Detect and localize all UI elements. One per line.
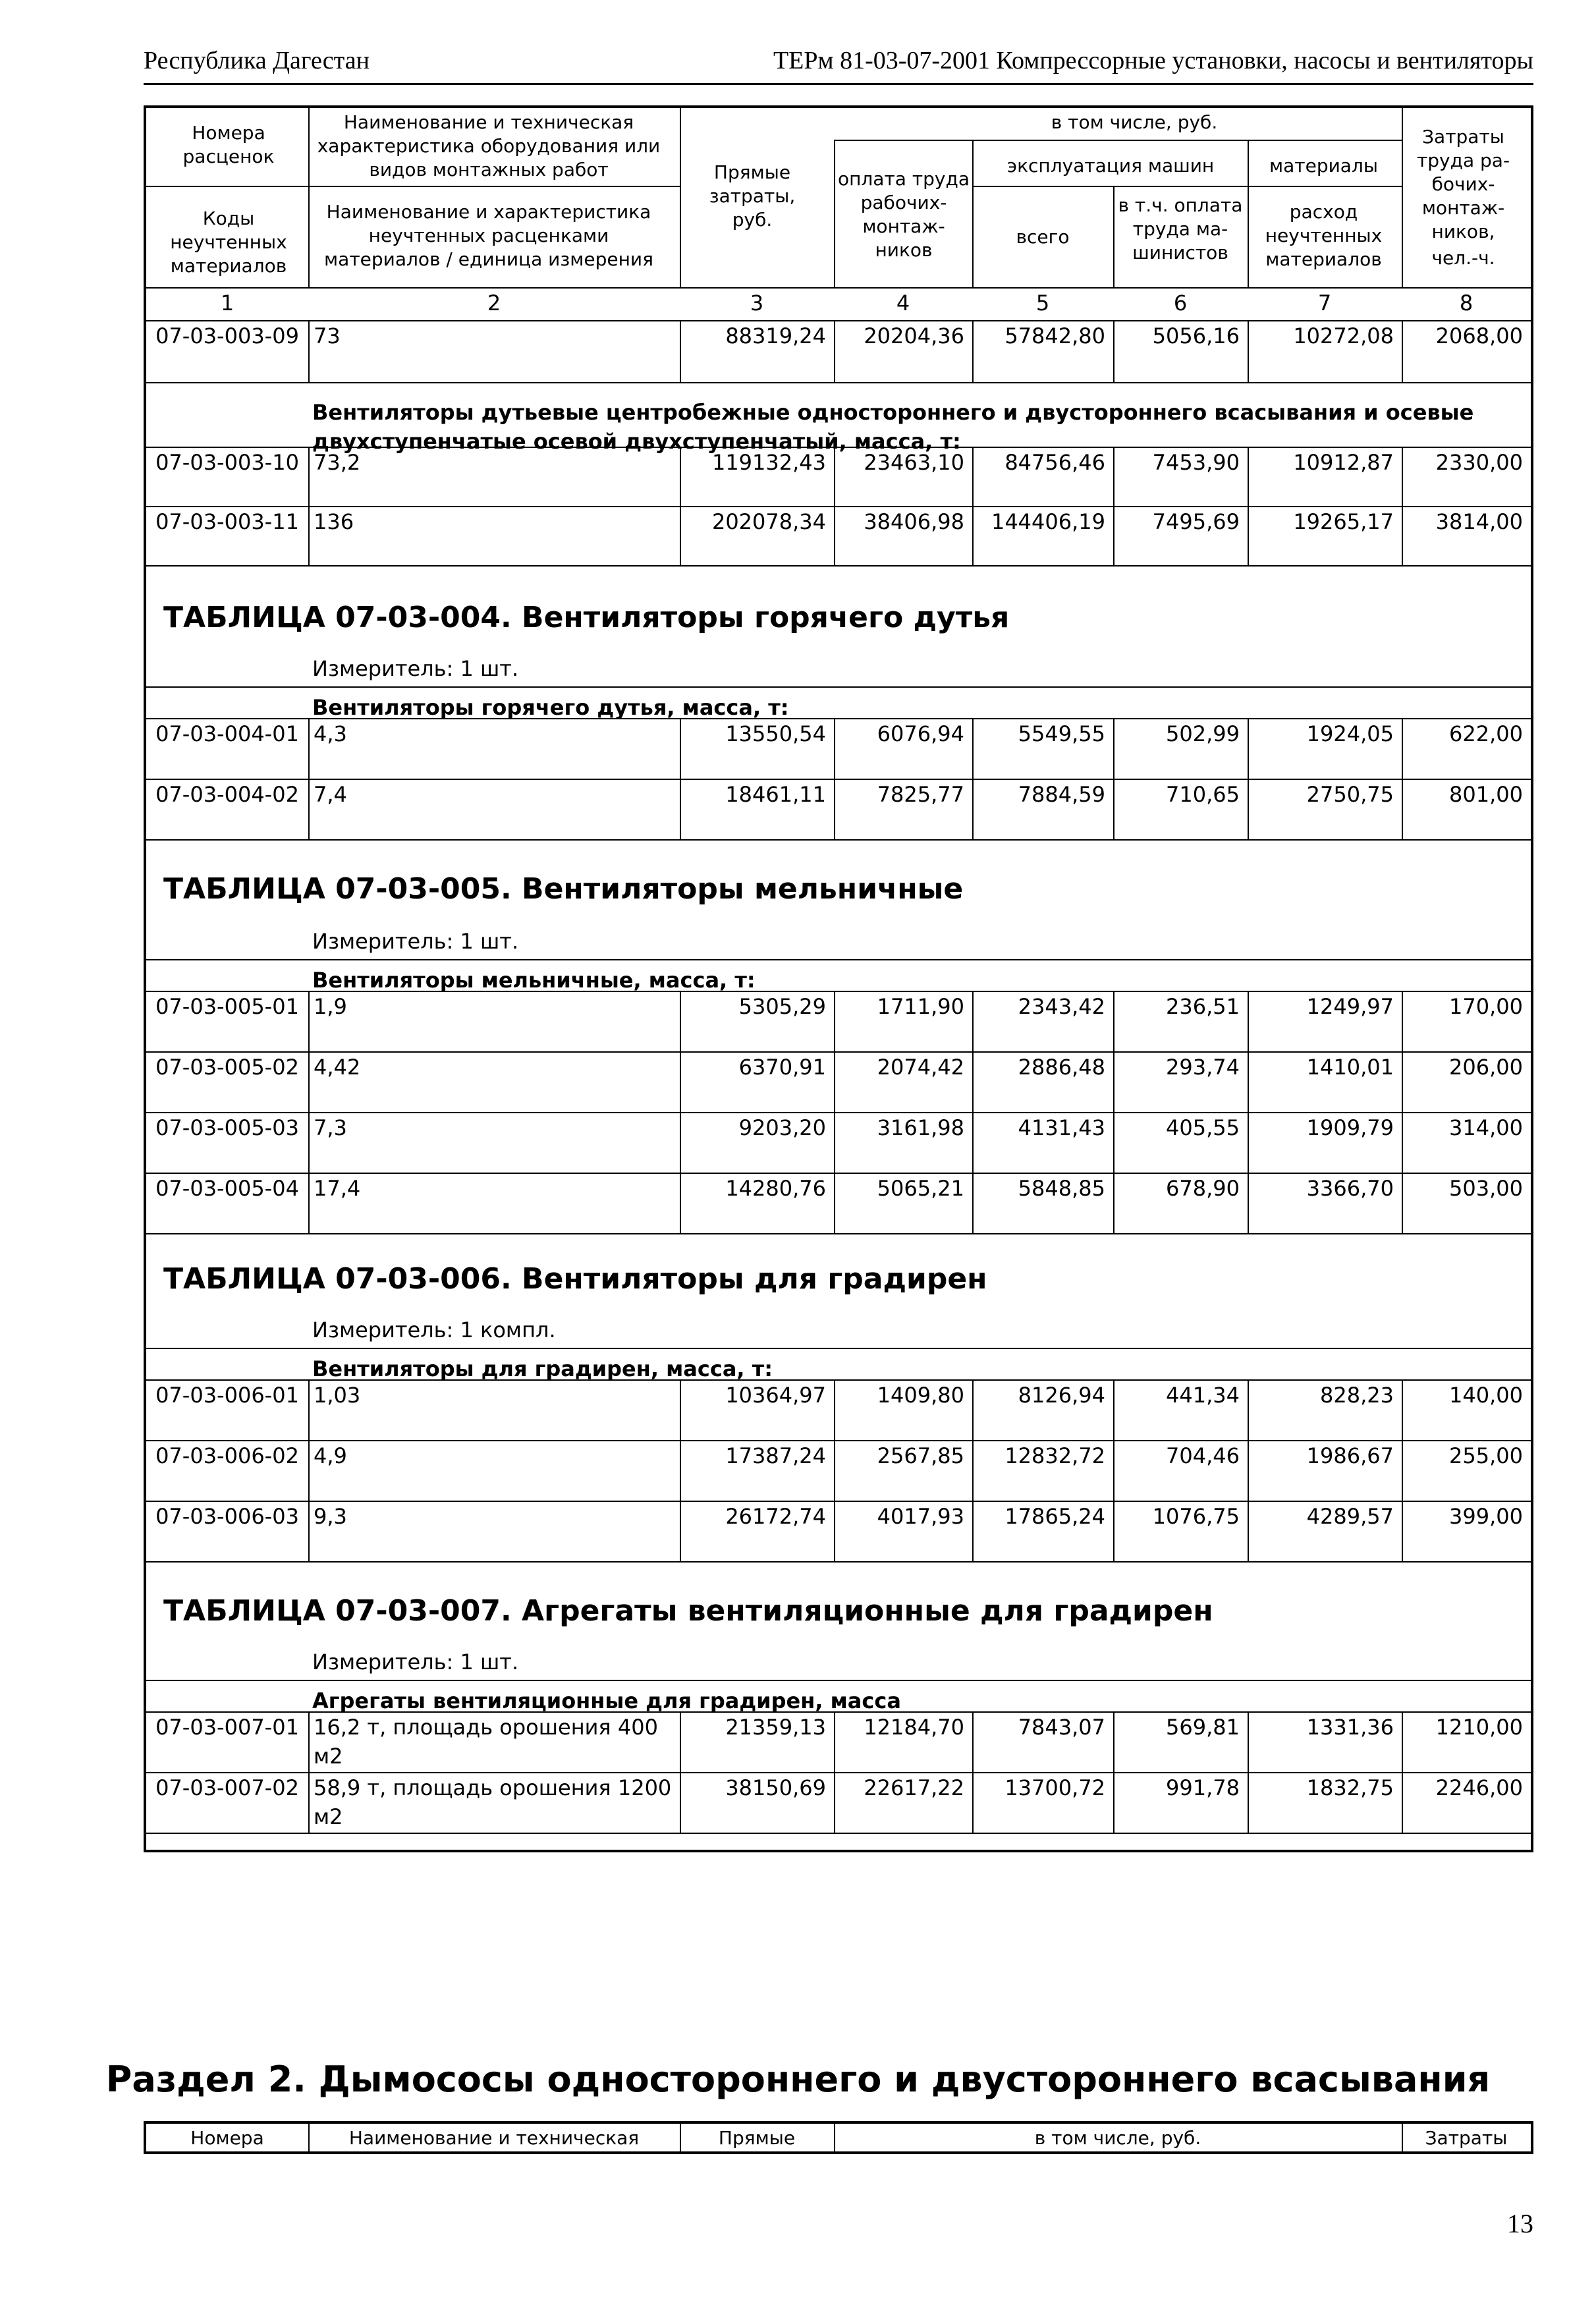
table-cell: 07-03-006-02 <box>155 1443 299 1468</box>
col3-header: Прямые затраты, руб. <box>709 161 796 231</box>
table-cell: 4,9 <box>314 1443 347 1468</box>
group-header: в том числе, руб. <box>1051 111 1218 133</box>
grid-line <box>834 140 1402 141</box>
grid-line <box>1402 991 1403 1051</box>
grid-line <box>680 991 681 1051</box>
s2-header-5: Затраты <box>1425 2127 1508 2149</box>
table-cell: 5848,85 <box>1018 1176 1105 1201</box>
table-cell: 12184,70 <box>864 1715 964 1740</box>
materials-header: материалы <box>1269 155 1378 177</box>
table-cell: 14280,76 <box>725 1176 826 1201</box>
col2-top-header: Наименование и техническая характеристика оборудования или видов монтажных работ <box>317 111 661 180</box>
col4-header: оплата труда рабочих-монтаж-ников <box>837 168 970 261</box>
s2-header-3: Прямые <box>718 2127 796 2149</box>
table-cell: 07-03-006-01 <box>155 1383 299 1408</box>
table-cell: 314,00 <box>1449 1115 1523 1140</box>
grid-line <box>1113 991 1114 1051</box>
grid-line <box>972 1501 974 1561</box>
table-cell: 144406,19 <box>991 509 1105 534</box>
grid-line <box>834 991 835 1051</box>
grid-line <box>1248 320 1249 382</box>
grid-line <box>146 1348 1531 1349</box>
table-cell: 07-03-003-10 <box>155 450 299 475</box>
table-cell: 2246,00 <box>1435 1775 1523 1800</box>
table-006-group: Вентиляторы для градирен, масса, т: <box>312 1356 773 1381</box>
table-cell: 17,4 <box>314 1176 361 1201</box>
s2-header-2: Наименование и техническая <box>348 2127 640 2149</box>
table-cell: 7884,59 <box>1018 782 1105 807</box>
section-2-title: Раздел 2. Дымососы одностороннего и двустороннего всасывания <box>105 2059 1491 2100</box>
grid-line <box>1113 1772 1114 1833</box>
grid-line <box>1402 506 1403 565</box>
table-cell: 73,2 <box>314 450 361 475</box>
col7-header: расход неучтенных материалов <box>1265 201 1383 270</box>
grid-line <box>1402 1173 1403 1233</box>
grid-line <box>1248 718 1249 779</box>
grid-line <box>1402 1112 1403 1173</box>
table-cell: 13550,54 <box>725 721 826 746</box>
section-2-table-header <box>144 2121 1533 2154</box>
grid-line <box>308 1379 310 1440</box>
grid-line <box>308 506 310 565</box>
grid-line <box>146 287 1531 289</box>
table-cell: 2074,42 <box>877 1055 964 1080</box>
table-cell: 07-03-003-11 <box>155 509 299 534</box>
grid-line <box>308 1112 310 1173</box>
table-cell: 5056,16 <box>1152 323 1240 348</box>
grid-line <box>1248 1501 1249 1561</box>
s2-header-4: в том числе, руб. <box>1034 2127 1201 2149</box>
grid-line <box>1113 1112 1114 1173</box>
grid-line <box>680 1112 681 1173</box>
header-rule <box>144 83 1533 85</box>
table-cell: 19265,17 <box>1293 509 1394 534</box>
table-cell: 1210,00 <box>1435 1715 1523 1740</box>
table-cell: 2068,00 <box>1435 323 1523 348</box>
grid-line <box>1402 108 1403 287</box>
table-cell: 9,3 <box>314 1504 347 1529</box>
grid-line <box>834 506 835 565</box>
grid-line <box>1113 1379 1114 1440</box>
table-cell: 7453,90 <box>1152 450 1240 475</box>
table-cell: 7,3 <box>314 1115 347 1140</box>
grid-line <box>308 447 310 506</box>
table-cell: 26172,74 <box>725 1504 826 1529</box>
col2-bottom-header: Наименование и характеристика неучтенных расценками материалов / единица измерения <box>324 201 653 270</box>
grid-line <box>972 320 974 382</box>
grid-line <box>1248 1440 1249 1501</box>
grid-line <box>308 991 310 1051</box>
table-cell: 07-03-003-09 <box>155 323 299 348</box>
grid-line <box>1113 506 1114 565</box>
exploitation-header: эксплуатация машин <box>1006 155 1215 177</box>
grid-line <box>972 1051 974 1112</box>
grid-line <box>1248 1112 1249 1173</box>
table-005-group: Вентиляторы мельничные, масса, т: <box>312 968 756 993</box>
grid-line <box>1402 1772 1403 1833</box>
table-cell: 1924,05 <box>1306 721 1394 746</box>
grid-line <box>1402 1440 1403 1501</box>
table-cell: 9203,20 <box>738 1115 826 1140</box>
table-cell: 2886,48 <box>1018 1055 1105 1080</box>
page-header <box>144 46 1533 87</box>
col1-bottom-header: Коды неучтенных материалов <box>170 208 287 277</box>
grid-line <box>834 1711 835 1772</box>
table-cell: 1410,01 <box>1306 1055 1394 1080</box>
table-cell: 20204,36 <box>864 323 964 348</box>
grid-line <box>1248 1051 1249 1112</box>
grid-line <box>972 1772 974 1833</box>
grid-line <box>1113 1501 1114 1561</box>
table-cell: 1,9 <box>314 994 347 1019</box>
table-cell: 10912,87 <box>1293 450 1394 475</box>
table-cell: 07-03-006-03 <box>155 1504 299 1529</box>
grid-line <box>1402 447 1403 506</box>
grid-line <box>972 1379 974 1440</box>
grid-line <box>834 779 835 839</box>
grid-line <box>308 1173 310 1233</box>
table-cell: 136 <box>314 509 354 534</box>
grid-line <box>146 1561 1531 1563</box>
table-cell: 22617,22 <box>864 1775 964 1800</box>
grid-line <box>1248 506 1249 565</box>
grid-line <box>308 320 310 382</box>
grid-line <box>680 718 681 779</box>
grid-line <box>308 1501 310 1561</box>
header-document-title: ТЕРм 81-03-07-2001 Компрессорные установки, насосы и вентиляторы <box>773 47 1533 74</box>
grid-line <box>1402 1379 1403 1440</box>
col-number-2: 2 <box>487 291 501 316</box>
grid-line <box>1113 1711 1114 1772</box>
col-number-1: 1 <box>220 291 234 316</box>
table-cell: 1076,75 <box>1152 1504 1240 1529</box>
table-cell: 4131,43 <box>1018 1115 1105 1140</box>
table-cell: 1711,90 <box>877 994 964 1019</box>
table-cell: 38150,69 <box>725 1775 826 1800</box>
grid-line <box>1113 1051 1114 1112</box>
grid-line <box>1402 1501 1403 1561</box>
table-cell: 3814,00 <box>1435 509 1523 534</box>
table-cell: 84756,46 <box>1004 450 1105 475</box>
table-cell: 622,00 <box>1449 721 1523 746</box>
grid-line <box>1113 186 1114 287</box>
table-cell: 07-03-004-01 <box>155 721 299 746</box>
col-number-3: 3 <box>750 291 764 316</box>
table-cell: 2330,00 <box>1435 450 1523 475</box>
grid-line <box>146 1233 1531 1234</box>
table-cell: 10272,08 <box>1293 323 1394 348</box>
col-number-6: 6 <box>1173 291 1188 316</box>
grid-line <box>1402 1051 1403 1112</box>
table-cell: 801,00 <box>1449 782 1523 807</box>
grid-line <box>1113 718 1114 779</box>
grid-line <box>1248 779 1249 839</box>
grid-line <box>680 108 681 287</box>
table-cell: 07-03-005-02 <box>155 1055 299 1080</box>
grid-line <box>972 1173 974 1233</box>
grid-line <box>1248 1772 1249 1833</box>
grid-line <box>146 839 1531 841</box>
table-cell: 710,65 <box>1166 782 1240 807</box>
table-cell: 17387,24 <box>725 1443 826 1468</box>
price-table <box>144 105 1533 1852</box>
table-cell: 399,00 <box>1449 1504 1523 1529</box>
table-cell: 13700,72 <box>1004 1775 1105 1800</box>
grid-line <box>146 186 680 187</box>
table-cell: 202078,34 <box>711 509 826 534</box>
grid-line <box>834 320 835 382</box>
grid-line <box>680 1379 681 1440</box>
table-cell: 502,99 <box>1166 721 1240 746</box>
col8-unit-header: чел.-ч. <box>1431 247 1495 269</box>
table-cell: 10364,97 <box>725 1383 826 1408</box>
table-cell: 5065,21 <box>877 1176 964 1201</box>
page-number: 13 <box>1507 2209 1533 2238</box>
grid-line <box>680 1711 681 1772</box>
grid-line <box>308 108 310 287</box>
table-cell: 405,55 <box>1166 1115 1240 1140</box>
grid-line <box>834 1112 835 1173</box>
group-title-fans: Вентиляторы дутьевые центробежные одностороннего и двустороннего всасывания и осевые двухступенчатые осевой двухступенчатый, масса, т: <box>312 400 1474 454</box>
grid-line <box>308 1051 310 1112</box>
table-cell: 58,9 т, площадь орошения 1200 м2 <box>314 1775 672 1829</box>
table-004-measure: Измеритель: 1 шт. <box>312 656 519 681</box>
grid-line <box>1248 1379 1249 1440</box>
grid-line <box>680 447 681 506</box>
table-cell: 441,34 <box>1166 1383 1240 1408</box>
table-007-group: Агрегаты вентиляционные для градирен, масса <box>312 1688 901 1713</box>
table-cell: 569,81 <box>1166 1715 1240 1740</box>
grid-line <box>1402 1711 1403 1772</box>
grid-line <box>972 718 974 779</box>
table-cell: 7495,69 <box>1152 509 1240 534</box>
grid-line <box>972 1440 974 1501</box>
grid-line <box>1248 991 1249 1051</box>
table-cell: 1832,75 <box>1306 1775 1394 1800</box>
table-007-title: ТАБЛИЦА 07-03-007. Агрегаты вентиляционные для градирен <box>163 1594 1213 1628</box>
table-cell: 678,90 <box>1166 1176 1240 1201</box>
table-cell: 1331,36 <box>1306 1715 1394 1740</box>
grid-line <box>1113 1440 1114 1501</box>
table-cell: 4,3 <box>314 721 347 746</box>
grid-line <box>680 1772 681 1833</box>
col1-top-header: Номера расценок <box>182 122 275 167</box>
grid-line <box>972 140 974 287</box>
table-cell: 2343,42 <box>1018 994 1105 1019</box>
grid-line <box>146 959 1531 960</box>
table-cell: 828,23 <box>1320 1383 1394 1408</box>
grid-line <box>308 1772 310 1833</box>
table-cell: 170,00 <box>1449 994 1523 1019</box>
grid-line <box>972 1112 974 1173</box>
grid-line <box>680 320 681 382</box>
grid-line <box>834 718 835 779</box>
table-cell: 57842,80 <box>1004 323 1105 348</box>
header-region: Республика Дагестан <box>144 47 370 74</box>
table-cell: 5305,29 <box>738 994 826 1019</box>
table-007-measure: Измеритель: 1 шт. <box>312 1649 519 1674</box>
table-cell: 7843,07 <box>1018 1715 1105 1740</box>
grid-line <box>680 1051 681 1112</box>
table-cell: 991,78 <box>1166 1775 1240 1800</box>
table-cell: 07-03-005-03 <box>155 1115 299 1140</box>
grid-line <box>146 1833 1531 1834</box>
col-number-4: 4 <box>896 291 910 316</box>
grid-line <box>680 1440 681 1501</box>
grid-line <box>1113 447 1114 506</box>
grid-line <box>1248 1173 1249 1233</box>
table-cell: 07-03-004-02 <box>155 782 299 807</box>
grid-line <box>680 1173 681 1233</box>
table-cell: 23463,10 <box>864 450 964 475</box>
table-cell: 4017,93 <box>877 1504 964 1529</box>
table-cell: 8126,94 <box>1018 1383 1105 1408</box>
grid-line <box>308 1711 310 1772</box>
table-cell: 503,00 <box>1449 1176 1523 1201</box>
grid-line <box>834 140 835 287</box>
grid-line <box>834 1051 835 1112</box>
table-cell: 1249,97 <box>1306 994 1394 1019</box>
table-cell: 88319,24 <box>725 323 826 348</box>
grid-line <box>308 718 310 779</box>
grid-line <box>1113 320 1114 382</box>
table-cell: 1409,80 <box>877 1383 964 1408</box>
table-cell: 7825,77 <box>877 782 964 807</box>
grid-line <box>146 382 1531 383</box>
grid-line <box>1248 1711 1249 1772</box>
grid-line <box>1402 718 1403 779</box>
col-number-5: 5 <box>1035 291 1050 316</box>
table-cell: 17865,24 <box>1004 1504 1105 1529</box>
table-cell: 21359,13 <box>725 1715 826 1740</box>
grid-line <box>972 1711 974 1772</box>
table-cell: 16,2 т, площадь орошения 400 м2 <box>314 1715 658 1769</box>
table-cell: 2750,75 <box>1306 782 1394 807</box>
table-cell: 5549,55 <box>1018 721 1105 746</box>
table-cell: 255,00 <box>1449 1443 1523 1468</box>
col-number-8: 8 <box>1459 291 1473 316</box>
grid-line <box>972 447 974 506</box>
table-cell: 07-03-005-04 <box>155 1176 299 1201</box>
grid-line <box>1248 140 1249 287</box>
table-cell: 140,00 <box>1449 1383 1523 1408</box>
grid-line <box>834 1440 835 1501</box>
s2-header-1: Номера <box>190 2127 264 2149</box>
table-cell: 07-03-007-01 <box>155 1715 299 1740</box>
table-006-measure: Измеритель: 1 компл. <box>312 1317 556 1342</box>
table-006-title: ТАБЛИЦА 07-03-006. Вентиляторы для градирен <box>163 1262 987 1296</box>
table-cell: 4289,57 <box>1306 1504 1394 1529</box>
col6-header: в т.ч. оплата труда ма-шинистов <box>1118 194 1243 263</box>
grid-line <box>680 1501 681 1561</box>
table-004-group: Вентиляторы горячего дутья, масса, т: <box>312 695 789 720</box>
grid-line <box>146 1680 1531 1681</box>
table-cell: 206,00 <box>1449 1055 1523 1080</box>
table-cell: 07-03-005-01 <box>155 994 299 1019</box>
grid-line <box>146 686 1531 688</box>
table-cell: 18461,11 <box>725 782 826 807</box>
grid-line <box>834 447 835 506</box>
table-cell: 38406,98 <box>864 509 964 534</box>
col-number-7: 7 <box>1317 291 1332 316</box>
grid-line <box>834 1772 835 1833</box>
table-cell: 1,03 <box>314 1383 361 1408</box>
table-cell: 6076,94 <box>877 721 964 746</box>
grid-line <box>308 1440 310 1501</box>
table-cell: 1909,79 <box>1306 1115 1394 1140</box>
grid-line <box>972 506 974 565</box>
table-cell: 6370,91 <box>738 1055 826 1080</box>
table-cell: 3161,98 <box>877 1115 964 1140</box>
table-cell: 7,4 <box>314 782 347 807</box>
table-005-measure: Измеритель: 1 шт. <box>312 929 519 954</box>
table-cell: 2567,85 <box>877 1443 964 1468</box>
table-cell: 704,46 <box>1166 1443 1240 1468</box>
table-cell: 12832,72 <box>1004 1443 1105 1468</box>
grid-line <box>972 779 974 839</box>
grid-line <box>834 1501 835 1561</box>
grid-line <box>834 1379 835 1440</box>
table-cell: 1986,67 <box>1306 1443 1394 1468</box>
grid-line <box>1113 779 1114 839</box>
table-cell: 07-03-007-02 <box>155 1775 299 1800</box>
grid-line <box>1402 779 1403 839</box>
table-cell: 4,42 <box>314 1055 361 1080</box>
table-cell: 119132,43 <box>711 450 826 475</box>
table-cell: 293,74 <box>1166 1055 1240 1080</box>
table-004-title: ТАБЛИЦА 07-03-004. Вентиляторы горячего дутья <box>163 601 1010 634</box>
table-005-title: ТАБЛИЦА 07-03-005. Вентиляторы мельничные <box>163 872 964 906</box>
grid-line <box>1113 1173 1114 1233</box>
grid-line <box>834 1173 835 1233</box>
grid-line <box>1402 320 1403 382</box>
table-cell: 236,51 <box>1166 994 1240 1019</box>
col8-header: Затраты труда ра-бочих-монтаж-ников, <box>1416 126 1510 242</box>
table-cell: 3366,70 <box>1306 1176 1394 1201</box>
grid-line <box>972 991 974 1051</box>
grid-line <box>308 779 310 839</box>
grid-line <box>680 779 681 839</box>
table-cell: 73 <box>314 323 341 348</box>
col5-header: всего <box>1016 226 1070 248</box>
grid-line <box>972 186 1402 187</box>
grid-line <box>1248 447 1249 506</box>
grid-line <box>146 565 1531 567</box>
grid-line <box>680 506 681 565</box>
